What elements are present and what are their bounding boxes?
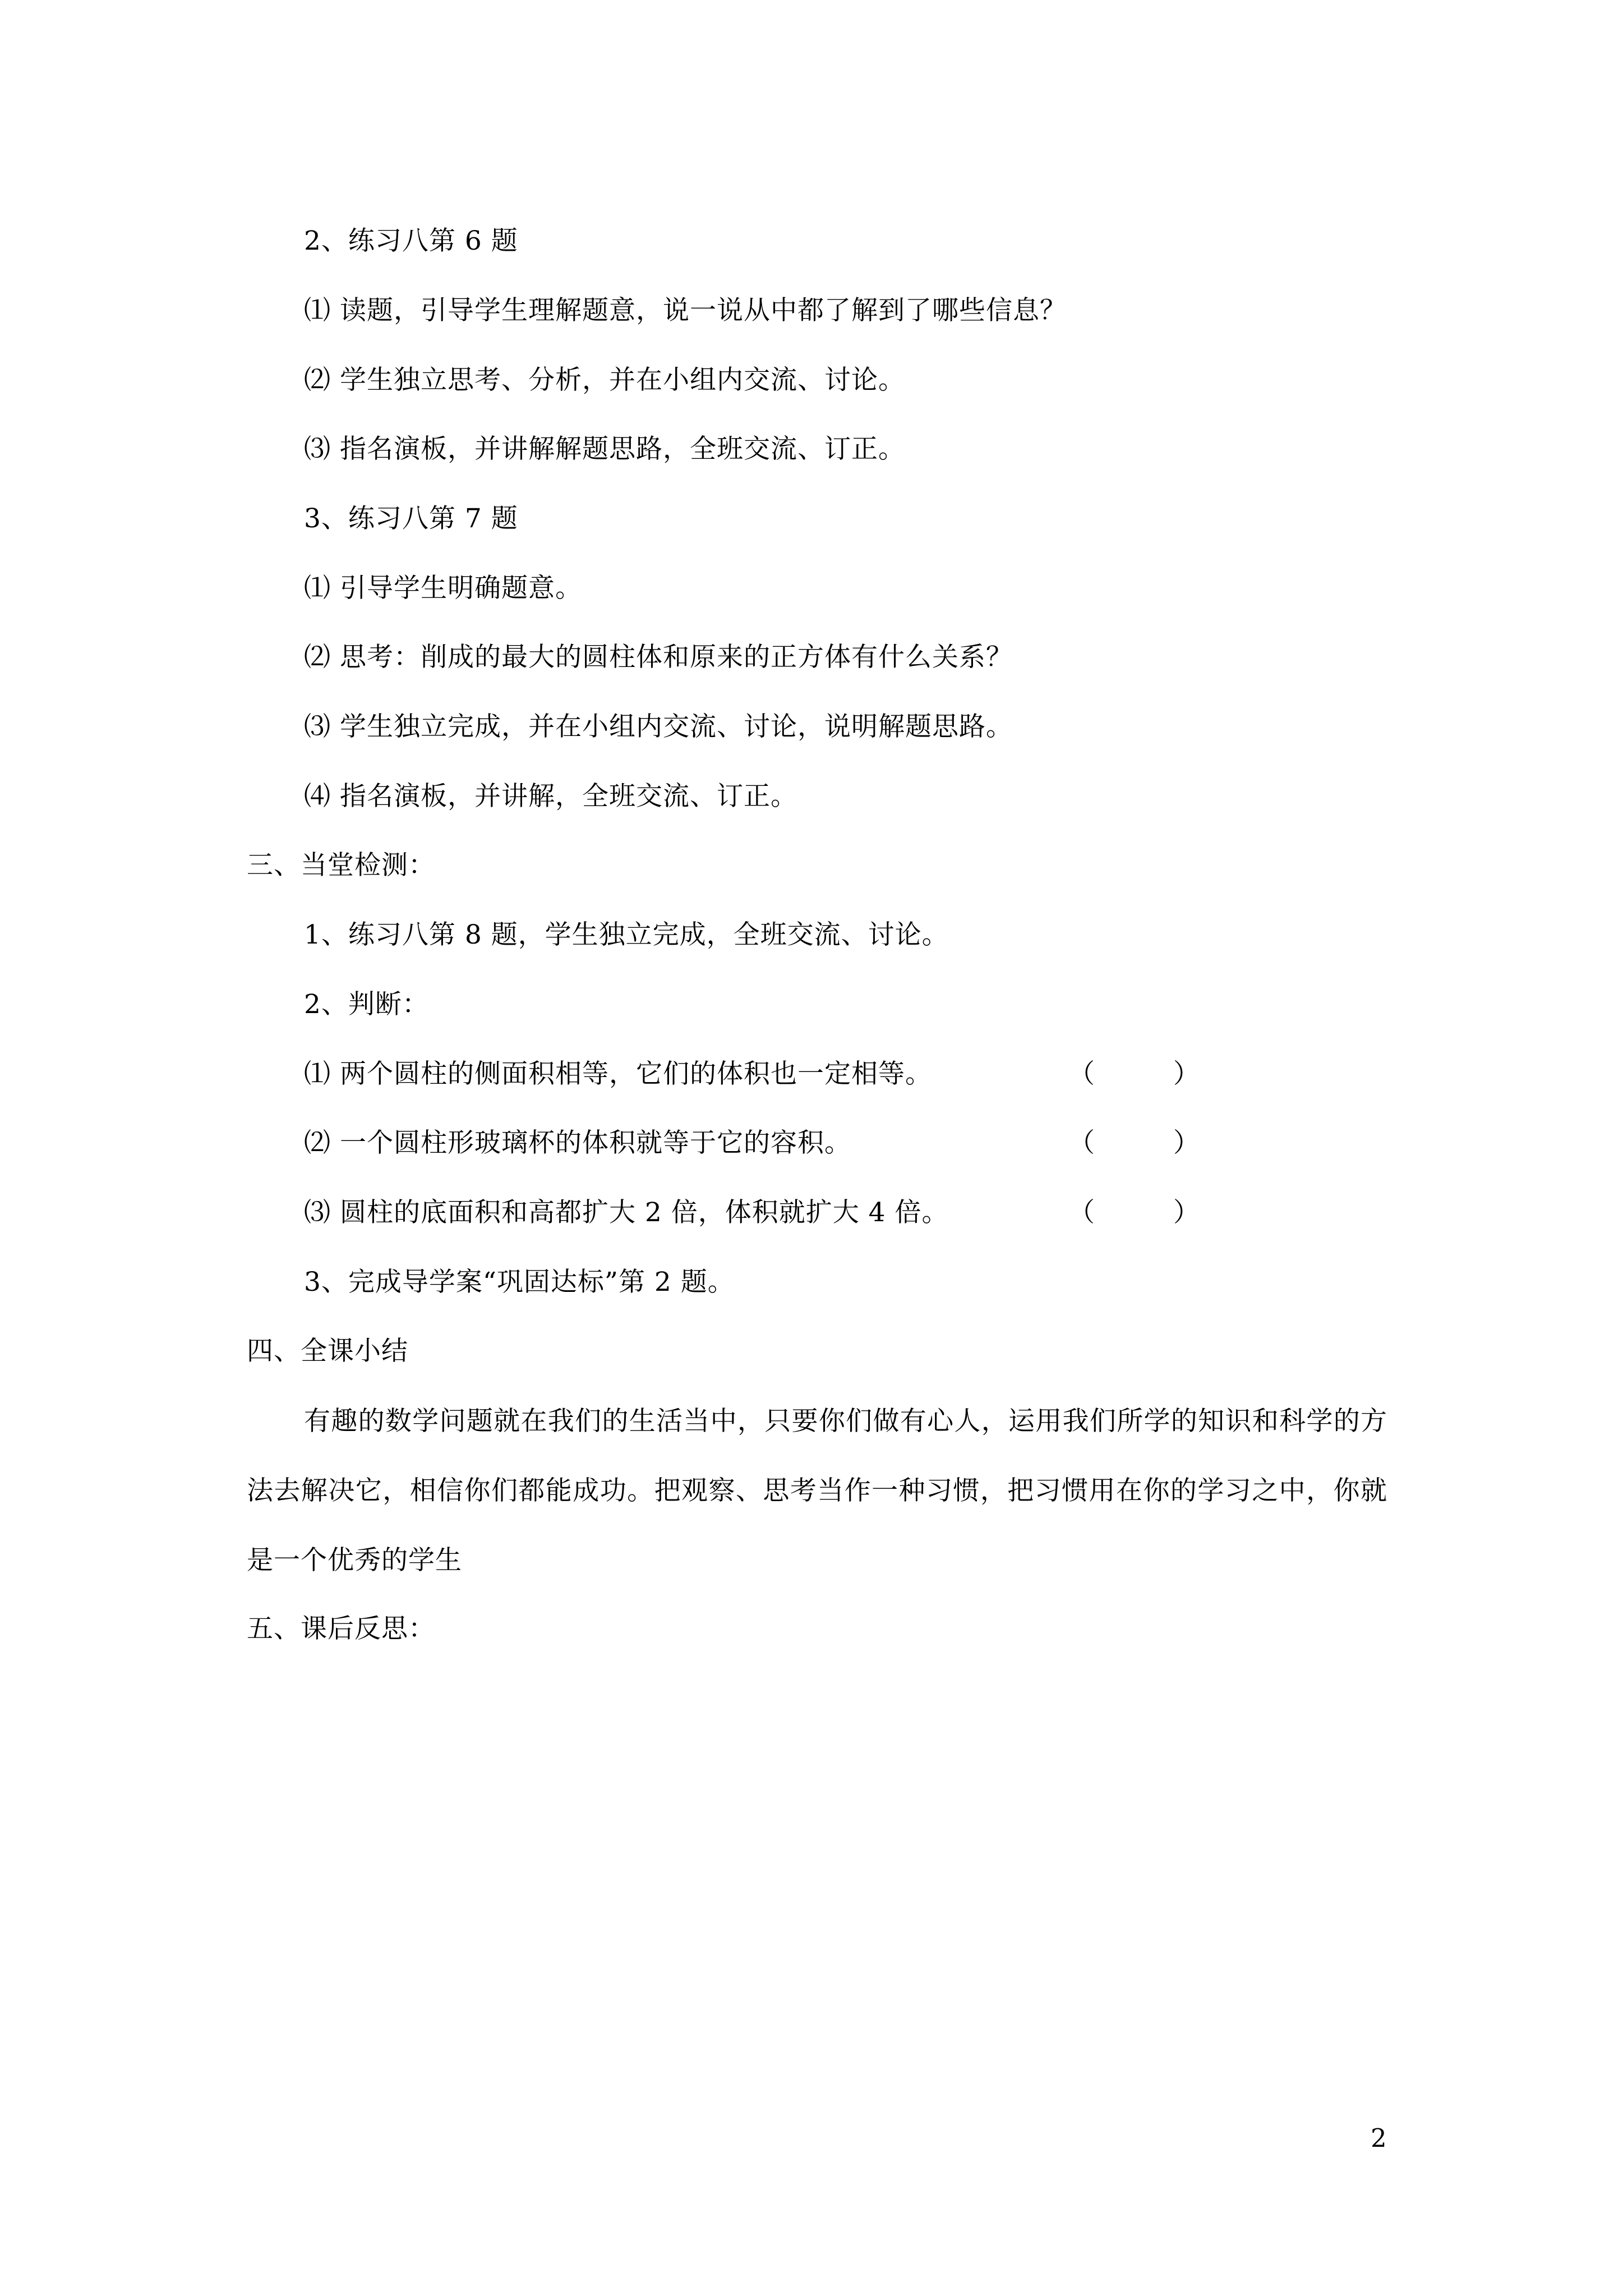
judgment-2-open-paren: （ (1068, 1128, 1095, 1158)
check-heading: 三、当堂检测： (247, 850, 435, 881)
summary-paragraph: 有趣的数学问题就在我们的生活当中，只要你们做有心人，运用我们所学的知识和科学的方法去解决它，相信你们都能成功。把观察、思考当作一种习惯，把习惯用在你的学习之中，你就是一个优秀的学生 (247, 1406, 1387, 1576)
reflection-heading: 五、课后反思： (247, 1613, 435, 1644)
judgment-3-open-paren: （ (1068, 1197, 1095, 1228)
judgment-3-close-paren: ） (1173, 1197, 1200, 1228)
practice-6-step-1: ⑴ 读题，引导学生理解题意，说一说从中都了解到了哪些信息？ (304, 295, 1067, 326)
judgment-1-open-paren: （ (1068, 1059, 1095, 1089)
judgment-3-text: ⑶ 圆柱的底面积和高都扩大 2 倍，体积就扩大 4 倍。 (304, 1197, 949, 1228)
check-item-1: 1、练习八第 8 题，学生独立完成，全班交流、讨论。 (304, 919, 949, 950)
judgment-1-answer-blank (1068, 1057, 1200, 1091)
practice-7-heading: 3、练习八第 7 题 (304, 503, 518, 534)
practice-7-step-4: ⑷ 指名演板，并讲解，全班交流、订正。 (304, 781, 797, 812)
check-item-2-heading: 2、判断： (304, 989, 429, 1020)
judgment-3-answer-blank (1068, 1196, 1200, 1230)
judgment-2-text: ⑵ 一个圆柱形玻璃杯的体积就等于它的容积。 (304, 1128, 851, 1158)
practice-6-step-2: ⑵ 学生独立思考、分析，并在小组内交流、讨论。 (304, 365, 905, 395)
check-item-3: 3、完成导学案“巩固达标”第 2 题。 (304, 1267, 735, 1297)
judgment-2-close-paren: ） (1173, 1128, 1200, 1158)
judgment-2-answer-blank (1068, 1126, 1200, 1160)
summary-heading: 四、全课小结 (247, 1336, 408, 1366)
judgment-1-text: ⑴ 两个圆柱的侧面积相等，它们的体积也一定相等。 (304, 1059, 932, 1089)
judgment-1-close-paren: ） (1173, 1059, 1200, 1089)
page-number: 2 (1371, 2123, 1387, 2153)
practice-7-step-3: ⑶ 学生独立完成，并在小组内交流、讨论，说明解题思路。 (304, 711, 1013, 742)
practice-7-step-1: ⑴ 引导学生明确题意。 (304, 573, 582, 604)
practice-6-heading: 2、练习八第 6 题 (304, 226, 518, 256)
practice-7-step-2: ⑵ 思考：削成的最大的圆柱体和原来的正方体有什么关系？ (304, 642, 1013, 673)
practice-6-step-3: ⑶ 指名演板，并讲解解题思路，全班交流、订正。 (304, 434, 905, 464)
